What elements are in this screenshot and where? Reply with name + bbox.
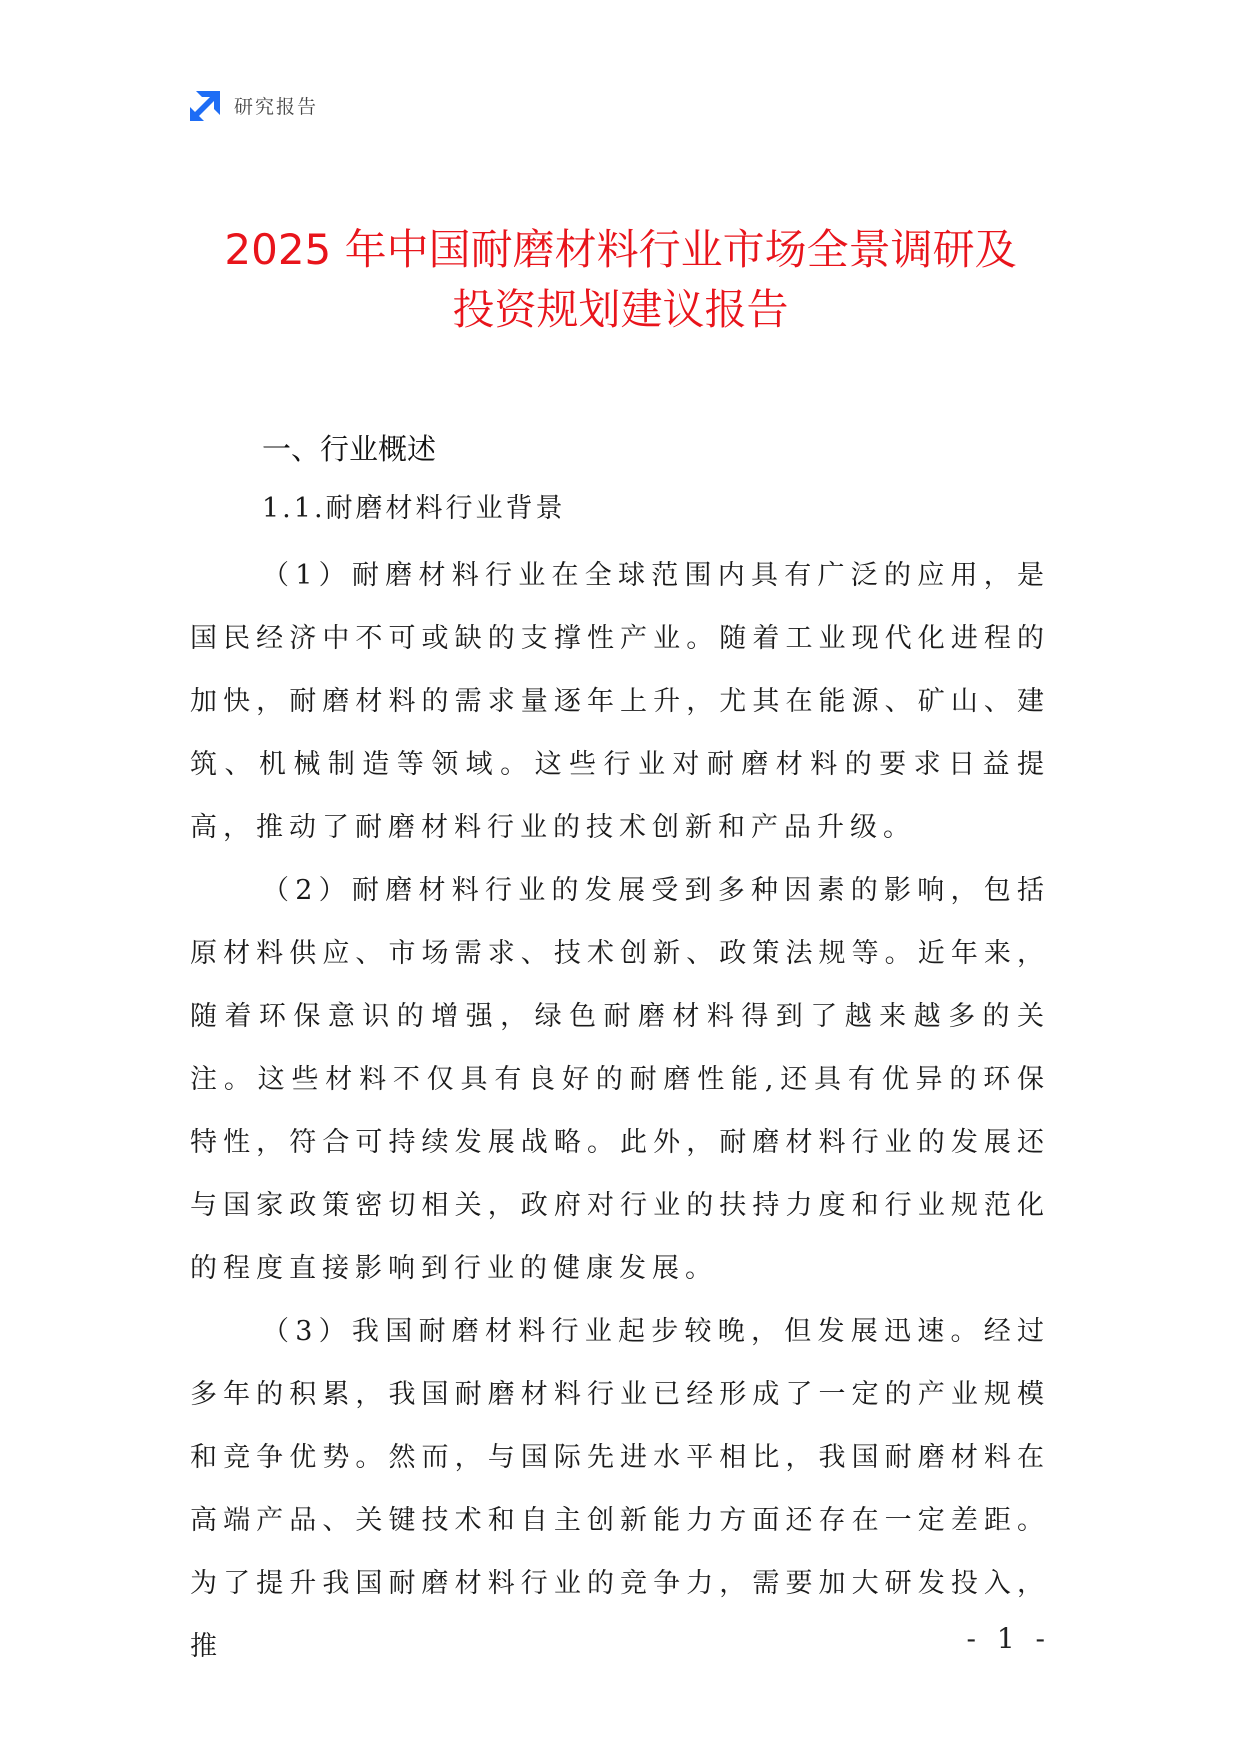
paragraph-3: （3）我国耐磨材料行业起步较晚，但发展迅速。经过多年的积累，我国耐磨材料行业已经形成了一定的产业规模和竞争优势。然而，与国际先进水平相比，我国耐磨材料在高端产品、关键技术和自主创新能力方面还存在一定差距。为了提升我国耐磨材料行业的竞争力，需要加大研发投入，推 [190, 1316, 1050, 1662]
paragraph-1: （1）耐磨材料行业在全球范围内具有广泛的应用，是国民经济中不可或缺的支撑性产业。随着工业现代化进程的加快，耐磨材料的需求量逐年上升，尤其在能源、矿山、建筑、机械制造等领域。这些行业对耐磨材料的要求日益提高，推动了耐磨材料行业的技术创新和产品升级。 [190, 560, 1050, 843]
section-heading: 一、行业概述 [262, 432, 437, 466]
subsection-heading: 1.1.耐磨材料行业背景 [262, 493, 566, 524]
page-number: - 1 - [966, 1622, 1051, 1655]
document-body [190, 420, 1050, 1678]
arrow-up-right-logo-icon [190, 89, 222, 121]
header-label: 研究报告 [234, 95, 319, 118]
report-title [150, 220, 1091, 340]
report-title-line2: 投资规划建议报告 [452, 285, 789, 334]
report-title-line1: 2025 年中国耐磨材料行业市场全景调研及 [224, 225, 1017, 274]
page-header [190, 88, 318, 122]
paragraph-2: （2）耐磨材料行业的发展受到多种因素的影响，包括原材料供应、市场需求、技术创新、政策法规等。近年来，随着环保意识的增强，绿色耐磨材料得到了越来越多的关注。这些材料不仅具有良好的耐磨性能,还具有优异的环保特性，符合可持续发展战略。此外，耐磨材料行业的发展还与国家政策密切相关，政府对行业的扶持力度和行业规范化的程度直接影响到行业的健康发展。 [190, 875, 1050, 1284]
